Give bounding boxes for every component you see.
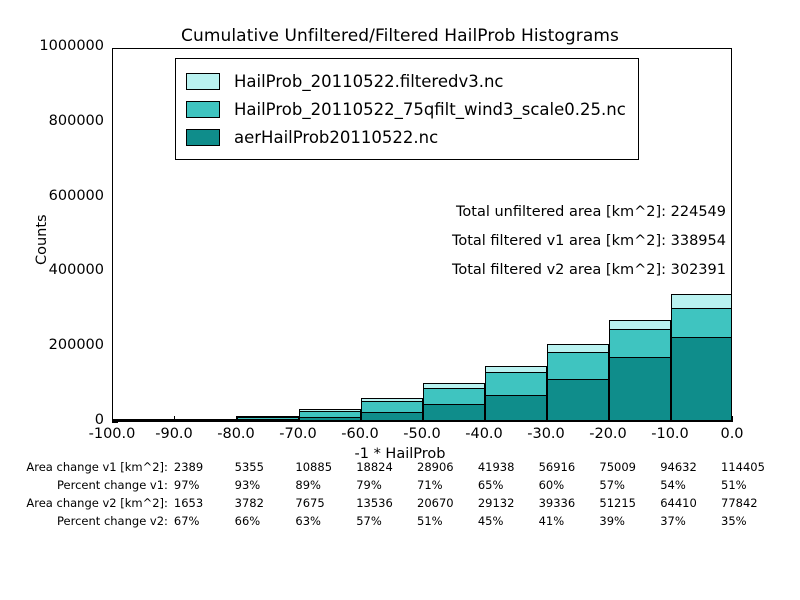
x-tick-label: -20.0 bbox=[589, 426, 627, 442]
x-tick-mark bbox=[484, 416, 485, 422]
table-cell: 20670 bbox=[417, 496, 454, 510]
x-tick-label: 0.0 bbox=[720, 426, 744, 442]
table-cell: 93% bbox=[234, 478, 261, 492]
y-tick-label: 1000000 bbox=[39, 38, 104, 54]
y-tick-label: 800000 bbox=[48, 112, 104, 129]
table-cell: 13536 bbox=[356, 496, 393, 510]
table-row-label: Area change v1 [km^2]: bbox=[26, 460, 168, 474]
x-tick-label: -10.0 bbox=[651, 426, 689, 442]
table-cell: 41938 bbox=[477, 460, 515, 474]
x-tick-mark bbox=[608, 416, 609, 422]
table-cell: 66% bbox=[234, 514, 261, 528]
table-cell: 37% bbox=[660, 514, 686, 528]
x-tick-label: -60.0 bbox=[341, 426, 379, 442]
x-tick-mark bbox=[422, 416, 423, 422]
bar-segment bbox=[113, 419, 175, 421]
bar-segment bbox=[609, 357, 671, 421]
bar-segment bbox=[547, 379, 609, 421]
y-tick-label: 200000 bbox=[48, 337, 104, 354]
x-tick-label: -40.0 bbox=[465, 426, 503, 442]
bar-segment bbox=[485, 395, 547, 421]
table-cell: 94632 bbox=[660, 460, 697, 474]
annotation-line: Total filtered v1 area [km^2]: 338954 bbox=[451, 233, 726, 249]
bar-segment bbox=[175, 419, 237, 421]
legend-label: aerHailProb20110522.nc bbox=[234, 127, 439, 147]
table-cell: 39% bbox=[599, 514, 625, 528]
table-row bbox=[18, 494, 782, 512]
table-cell: 77842 bbox=[721, 496, 758, 510]
x-tick-label: -90.0 bbox=[155, 426, 193, 442]
bar-group bbox=[113, 48, 175, 421]
table-cell: 51% bbox=[721, 478, 747, 492]
y-tick-label: 600000 bbox=[48, 187, 104, 204]
table-cell: 35% bbox=[721, 514, 747, 528]
x-tick-label: -70.0 bbox=[279, 426, 317, 442]
x-tick-mark bbox=[298, 416, 299, 422]
annotation-block bbox=[452, 198, 726, 285]
table-row bbox=[18, 476, 782, 494]
x-tick-mark bbox=[546, 416, 547, 422]
table-row bbox=[18, 458, 782, 476]
legend-color-swatch bbox=[186, 73, 220, 90]
table-cell: 51215 bbox=[599, 496, 636, 510]
table-cell: 29132 bbox=[477, 496, 515, 510]
legend-item bbox=[186, 123, 626, 151]
table-cell: 67% bbox=[173, 514, 200, 528]
table-row-label: Percent change v2: bbox=[57, 514, 168, 528]
table-cell: 75009 bbox=[599, 460, 636, 474]
x-tick-mark bbox=[670, 416, 671, 422]
bar-segment bbox=[671, 337, 732, 421]
bar-segment bbox=[299, 417, 361, 421]
table-cell: 57% bbox=[356, 514, 382, 528]
table-cell: 3782 bbox=[234, 496, 264, 510]
table-cell: 114405 bbox=[721, 460, 765, 474]
x-tick-mark bbox=[236, 416, 237, 422]
x-tick-mark bbox=[732, 416, 733, 422]
table-cell: 65% bbox=[477, 478, 504, 492]
x-tick-mark bbox=[112, 416, 113, 422]
stats-table bbox=[18, 458, 782, 530]
table-cell: 2389 bbox=[173, 460, 204, 474]
y-tick-label: 0 bbox=[94, 412, 104, 428]
legend-color-swatch bbox=[186, 101, 220, 118]
legend bbox=[175, 58, 639, 160]
y-tick-mark bbox=[112, 422, 118, 423]
table-cell: 10885 bbox=[295, 460, 333, 474]
table-cell: 57% bbox=[599, 478, 625, 492]
table-cell: 79% bbox=[356, 478, 382, 492]
table-row-label: Area change v2 [km^2]: bbox=[26, 496, 168, 510]
table-cell: 60% bbox=[538, 478, 565, 492]
legend-item bbox=[186, 95, 626, 123]
table-cell: 28906 bbox=[417, 460, 454, 474]
table-row-label: Percent change v1: bbox=[57, 478, 168, 492]
y-axis-label: Counts bbox=[34, 214, 50, 265]
x-axis-label: -1 * HailProb bbox=[354, 446, 446, 462]
table-cell: 5355 bbox=[234, 460, 264, 474]
annotation-line: Total filtered v2 area [km^2]: 302391 bbox=[451, 262, 726, 278]
x-tick-label: -30.0 bbox=[527, 426, 565, 442]
table-cell: 41% bbox=[538, 514, 565, 528]
table-cell: 45% bbox=[477, 514, 504, 528]
x-tick-label: -80.0 bbox=[217, 426, 255, 442]
table-cell: 56916 bbox=[538, 460, 576, 474]
table-cell: 7675 bbox=[295, 496, 325, 510]
chart-title: Cumulative Unfiltered/Filtered HailProb Histograms bbox=[180, 26, 620, 46]
annotation-line: Total unfiltered area [km^2]: 224549 bbox=[456, 204, 726, 220]
table-cell: 97% bbox=[173, 478, 200, 492]
x-tick-label: -50.0 bbox=[403, 426, 441, 442]
table-cell: 54% bbox=[660, 478, 686, 492]
table-cell: 71% bbox=[417, 478, 443, 492]
table-cell: 39336 bbox=[538, 496, 576, 510]
table-cell: 89% bbox=[295, 478, 321, 492]
x-tick-label: -100.0 bbox=[88, 426, 136, 442]
table-cell: 1653 bbox=[173, 496, 204, 510]
x-tick-mark bbox=[174, 416, 175, 422]
table-cell: 51% bbox=[417, 514, 443, 528]
table-row bbox=[18, 512, 782, 530]
bar-segment bbox=[237, 419, 299, 421]
legend-label: HailProb_20110522.filteredv3.nc bbox=[234, 71, 504, 91]
table-cell: 18824 bbox=[356, 460, 393, 474]
legend-item bbox=[186, 67, 626, 95]
bar-segment bbox=[361, 412, 423, 421]
table-cell: 64410 bbox=[660, 496, 697, 510]
bar-segment bbox=[423, 404, 485, 421]
legend-label: HailProb_20110522_75qfilt_wind3_scale0.25.nc bbox=[234, 99, 626, 119]
table-cell: 63% bbox=[295, 514, 321, 528]
x-tick-mark bbox=[360, 416, 361, 422]
legend-color-swatch bbox=[186, 129, 220, 146]
y-tick-label: 400000 bbox=[48, 262, 104, 279]
